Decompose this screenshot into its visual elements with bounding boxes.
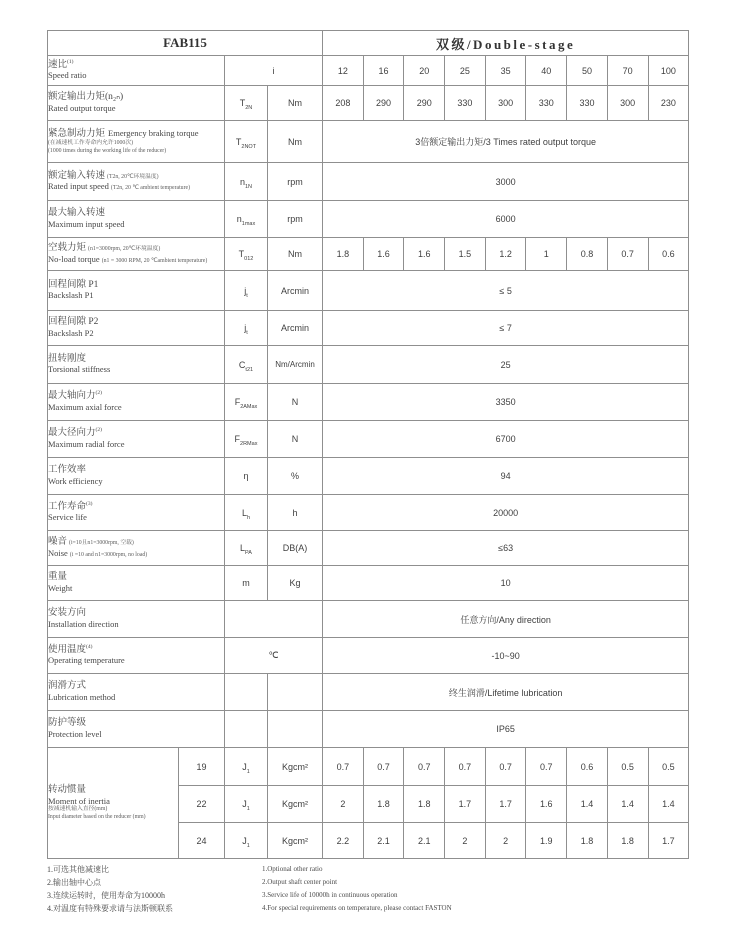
value-cell: 2.1 xyxy=(404,823,445,859)
empty-cell xyxy=(225,601,323,638)
row-label xyxy=(48,601,225,638)
inertia-label xyxy=(48,748,179,859)
value-span-cell: 3350 xyxy=(323,384,689,421)
row-label xyxy=(48,421,225,458)
unit-cell: h xyxy=(268,495,323,531)
label-en: Installation direction xyxy=(48,618,119,629)
symbol-cell: $T_{2N}$ xyxy=(225,86,268,121)
row-protection-level xyxy=(48,711,689,748)
symbol-cell: $F_{2AMax}$ xyxy=(225,384,268,421)
label-sup: (2) xyxy=(95,390,102,397)
unit-cell: Kgcm² xyxy=(268,748,323,786)
footnotes-cn xyxy=(47,863,262,915)
unit-cell: Nm xyxy=(268,238,323,271)
value-span-cell: 6700 xyxy=(323,421,689,458)
value-cell: 12 xyxy=(323,56,364,86)
label-cn: 最大径向力 xyxy=(48,428,96,439)
row-lubrication-method xyxy=(48,674,689,711)
row-label xyxy=(48,495,225,531)
footnotes-en xyxy=(262,863,682,915)
symbol-cell: $n_{1N}$ xyxy=(225,163,268,201)
unit-cell: Arcmin xyxy=(268,311,323,346)
value-span-cell: ≤ 5 xyxy=(323,271,689,311)
header-row xyxy=(48,31,689,56)
label-en-note: (n1 = 3000 RPM, 20 ℃ambient temperature) xyxy=(101,257,208,264)
value-cell: 0.7 xyxy=(526,748,567,786)
row-label xyxy=(48,674,225,711)
label-cn: 扭转刚度 xyxy=(48,353,87,364)
value-cell: 2 xyxy=(323,786,364,823)
label-en: Service life xyxy=(48,512,87,523)
label-cn-note: 按减速机输入直径(mm) xyxy=(48,806,108,813)
row-label xyxy=(48,531,225,566)
unit-cell: ℃ xyxy=(225,638,323,674)
value-cell: 1.7 xyxy=(485,786,526,823)
label-en: No-load torque xyxy=(48,253,100,264)
value-cell: 1.9 xyxy=(526,823,567,859)
diameter-cell: 24 xyxy=(179,823,225,859)
symbol-cell: $j_t$ xyxy=(225,271,268,311)
value-span-cell: 25 xyxy=(323,346,689,384)
value-cell: 1.2 xyxy=(485,238,526,271)
value-cell: 0.7 xyxy=(485,748,526,786)
row-torsional-stiffness xyxy=(48,346,689,384)
symbol-cell: i xyxy=(225,56,323,86)
symbol-cell: $j_t$ xyxy=(225,311,268,346)
symbol-cell: $n_{1max}$ xyxy=(225,201,268,238)
row-noise xyxy=(48,531,689,566)
label-cn: 空载力矩 xyxy=(48,243,87,254)
spec-table xyxy=(47,30,689,859)
label-cn: 额定输出力矩(n₂ₙ) xyxy=(48,92,124,103)
label-cn: 工作寿命 xyxy=(48,501,87,512)
unit-cell: N xyxy=(268,384,323,421)
value-cell: 100 xyxy=(648,56,689,86)
label-cn-note: (i=10且n1=3000rpm, 空载) xyxy=(69,540,134,547)
label-cn: 润滑方式 xyxy=(48,681,87,692)
unit-cell: Kgcm² xyxy=(268,786,323,823)
unit-cell: DB(A) xyxy=(268,531,323,566)
unit-cell: Nm/Arcmin xyxy=(268,346,323,384)
stage-title: 双级/Double-stage xyxy=(323,31,689,56)
row-operating-temperature xyxy=(48,638,689,674)
value-span-cell: 20000 xyxy=(323,495,689,531)
symbol-cell: $J_1$ xyxy=(225,823,268,859)
label-cn: 回程间隙 P2 xyxy=(48,317,99,328)
value-cell: 1 xyxy=(526,238,567,271)
label-en: Weight xyxy=(48,582,73,593)
row-label xyxy=(48,201,225,238)
value-cell: 0.5 xyxy=(607,748,648,786)
row-rated-input-speed xyxy=(48,163,689,201)
symbol-cell: $T_{2NOT}$ xyxy=(225,121,268,163)
value-span-cell: 终生润滑/Lifetime lubrication xyxy=(323,674,689,711)
row-label xyxy=(48,311,225,346)
label-en-note: (1000 times during the working life of the reducer) xyxy=(48,147,167,154)
unit-cell: Kg xyxy=(268,566,323,601)
unit-cell: rpm xyxy=(268,163,323,201)
label-cn: 防护等级 xyxy=(48,718,87,729)
row-label xyxy=(48,458,225,495)
symbol-cell: $L_{PA}$ xyxy=(225,531,268,566)
value-cell: 290 xyxy=(363,86,404,121)
label-en: Maximum radial force xyxy=(48,438,125,449)
row-max-input-speed xyxy=(48,201,689,238)
label-en: Protection level xyxy=(48,728,102,739)
value-span-cell: 3倍额定输出力矩/3 Times rated output torque xyxy=(323,121,689,163)
label-cn: 最大轴向力 xyxy=(48,391,96,402)
row-label xyxy=(48,238,225,271)
row-label xyxy=(48,56,225,86)
value-cell: 1.6 xyxy=(363,238,404,271)
label-en: Backslash P2 xyxy=(48,327,94,338)
symbol-cell: η xyxy=(225,458,268,495)
model-title: FAB115 xyxy=(48,31,323,56)
label-en-note: (T2n, 20 ℃ ambient temperature) xyxy=(110,185,191,192)
value-cell: 2.1 xyxy=(363,823,404,859)
value-cell: 300 xyxy=(485,86,526,121)
footnote-cn: 2.输出轴中心点 xyxy=(47,878,101,887)
value-cell: 0.5 xyxy=(648,748,689,786)
value-span-cell: ≤63 xyxy=(323,531,689,566)
footnote-en: 4.For special requirements on temperature, please contact FASTON xyxy=(262,904,452,912)
label-en-note: (i =10 and n1=3000rpm, no load) xyxy=(69,551,148,558)
row-label xyxy=(48,638,225,674)
value-cell: 25 xyxy=(445,56,486,86)
value-cell: 1.4 xyxy=(567,786,608,823)
label-sup: (4) xyxy=(86,643,93,650)
empty-cell xyxy=(225,674,268,711)
value-span-cell: 3000 xyxy=(323,163,689,201)
value-cell: 40 xyxy=(526,56,567,86)
label-cn: 额定输入转速 xyxy=(48,170,106,181)
label-en: Speed ratio xyxy=(48,70,87,81)
value-cell: 330 xyxy=(445,86,486,121)
footnotes xyxy=(47,863,687,915)
row-no-load-torque xyxy=(48,238,689,271)
symbol-cell: $J_1$ xyxy=(225,786,268,823)
empty-cell xyxy=(268,674,323,711)
row-label xyxy=(48,384,225,421)
label-cn: 使用温度 xyxy=(48,644,87,655)
label-en: Operating temperature xyxy=(48,655,125,666)
value-cell: 300 xyxy=(607,86,648,121)
footnote-en: 2.Output shaft center point xyxy=(262,878,338,886)
value-span-cell: -10~90 xyxy=(323,638,689,674)
value-span-cell: IP65 xyxy=(323,711,689,748)
value-cell: 1.7 xyxy=(445,786,486,823)
value-cell: 0.7 xyxy=(445,748,486,786)
label-cn: 重量 xyxy=(48,572,68,583)
value-cell: 16 xyxy=(363,56,404,86)
row-label xyxy=(48,346,225,384)
unit-cell: N xyxy=(268,421,323,458)
label-en: Maximum axial force xyxy=(48,401,122,412)
label-en: Maximum input speed xyxy=(48,218,125,229)
label-en-note: Input diameter based on the reducer (mm) xyxy=(48,813,146,820)
label-en: Backslash P1 xyxy=(48,290,94,301)
label-cn: 回程间隙 P1 xyxy=(48,279,99,290)
diameter-cell: 19 xyxy=(179,748,225,786)
value-cell: 1.6 xyxy=(404,238,445,271)
symbol-cell: $J_1$ xyxy=(225,748,268,786)
footnote-cn: 4.对温度有特殊要求请与法斯顿联系 xyxy=(47,904,173,913)
value-cell: 2 xyxy=(445,823,486,859)
footnote-cn: 1.可选其他减速比 xyxy=(47,865,109,874)
row-label xyxy=(48,86,225,121)
label-en: Moment of inertia xyxy=(48,795,110,806)
row-max-axial-force xyxy=(48,384,689,421)
unit-cell: Nm xyxy=(268,86,323,121)
value-cell: 1.6 xyxy=(526,786,567,823)
label-cn: 最大输入转速 xyxy=(48,208,106,219)
label-cn-note: (T2n, 20℃环境温度) xyxy=(107,173,159,180)
row-output-torque xyxy=(48,86,689,121)
symbol-cell: $L_h$ xyxy=(225,495,268,531)
row-backlash-p1 xyxy=(48,271,689,311)
label-cn: 安装方向 xyxy=(48,608,87,619)
label-cn: 速比 xyxy=(48,59,68,70)
value-cell: 0.7 xyxy=(404,748,445,786)
value-cell: 1.8 xyxy=(363,786,404,823)
value-cell: 70 xyxy=(607,56,648,86)
value-cell: 1.8 xyxy=(567,823,608,859)
row-speed-ratio xyxy=(48,56,689,86)
empty-cell xyxy=(268,711,323,748)
label-en: Rated input speed xyxy=(48,181,109,192)
row-work-efficiency xyxy=(48,458,689,495)
row-label xyxy=(48,271,225,311)
footnote-en: 1.Optional other ratio xyxy=(262,865,323,873)
label-cn: 转动惯量 xyxy=(48,785,87,796)
value-cell: 1.5 xyxy=(445,238,486,271)
unit-cell: Arcmin xyxy=(268,271,323,311)
row-label xyxy=(48,163,225,201)
empty-cell xyxy=(225,711,268,748)
row-label xyxy=(48,711,225,748)
unit-cell: rpm xyxy=(268,201,323,238)
value-span-cell: 94 xyxy=(323,458,689,495)
unit-cell: % xyxy=(268,458,323,495)
label-cn: 噪音 xyxy=(48,537,68,548)
value-cell: 20 xyxy=(404,56,445,86)
row-service-life xyxy=(48,495,689,531)
label-sup: (2) xyxy=(95,427,102,434)
label-sup: (1) xyxy=(67,58,74,65)
row-backlash-p2 xyxy=(48,311,689,346)
row-installation-direction xyxy=(48,601,689,638)
unit-cell: Kgcm² xyxy=(268,823,323,859)
value-cell: 208 xyxy=(323,86,364,121)
value-cell: 290 xyxy=(404,86,445,121)
symbol-cell: m xyxy=(225,566,268,601)
value-cell: 2 xyxy=(485,823,526,859)
value-cell: 230 xyxy=(648,86,689,121)
symbol-cell: $T_{012}$ xyxy=(225,238,268,271)
footnote-cn: 3.连续运转时，使用寿命为10000h xyxy=(47,891,165,900)
value-cell: 330 xyxy=(526,86,567,121)
value-cell: 2.2 xyxy=(323,823,364,859)
value-cell: 1.4 xyxy=(607,786,648,823)
row-label xyxy=(48,121,225,163)
value-span-cell: 任意方向/Any direction xyxy=(323,601,689,638)
footnote-en: 3.Service life of 10000h in continuous operation xyxy=(262,891,398,899)
label-en: Emergency braking torque xyxy=(108,128,199,139)
value-cell: 0.6 xyxy=(648,238,689,271)
row-weight xyxy=(48,566,689,601)
label-cn-note: (在减速机工作寿命内允许1000次) xyxy=(48,140,134,147)
value-cell: 1.7 xyxy=(648,823,689,859)
value-cell: 1.8 xyxy=(323,238,364,271)
label-en: Noise xyxy=(48,547,68,558)
value-cell: 0.8 xyxy=(567,238,608,271)
symbol-cell: $F_{2RMax}$ xyxy=(225,421,268,458)
label-cn-note: (n1=3000rpm, 20℃环境温度) xyxy=(88,246,161,253)
row-braking-torque xyxy=(48,121,689,163)
value-cell: 0.7 xyxy=(363,748,404,786)
label-en: Rated output torque xyxy=(48,102,116,113)
value-cell: 0.6 xyxy=(567,748,608,786)
label-en: Torsional stiffness xyxy=(48,364,111,375)
value-cell: 50 xyxy=(567,56,608,86)
value-cell: 35 xyxy=(485,56,526,86)
label-en: Lubrication method xyxy=(48,691,116,702)
unit-cell: Nm xyxy=(268,121,323,163)
value-cell: 0.7 xyxy=(323,748,364,786)
value-span-cell: 6000 xyxy=(323,201,689,238)
value-span-cell: 10 xyxy=(323,566,689,601)
label-en: Work efficiency xyxy=(48,475,103,486)
diameter-cell: 22 xyxy=(179,786,225,823)
row-max-radial-force xyxy=(48,421,689,458)
row-label xyxy=(48,566,225,601)
value-cell: 0.7 xyxy=(607,238,648,271)
value-cell: 1.4 xyxy=(648,786,689,823)
row-inertia-19 xyxy=(48,748,689,786)
label-cn: 紧急制动力矩 xyxy=(48,129,106,140)
value-span-cell: ≤ 7 xyxy=(323,311,689,346)
label-sup: (3) xyxy=(86,500,93,507)
value-cell: 1.8 xyxy=(404,786,445,823)
symbol-cell: $C_{t21}$ xyxy=(225,346,268,384)
label-cn: 工作效率 xyxy=(48,465,87,476)
value-cell: 330 xyxy=(567,86,608,121)
value-cell: 1.8 xyxy=(607,823,648,859)
